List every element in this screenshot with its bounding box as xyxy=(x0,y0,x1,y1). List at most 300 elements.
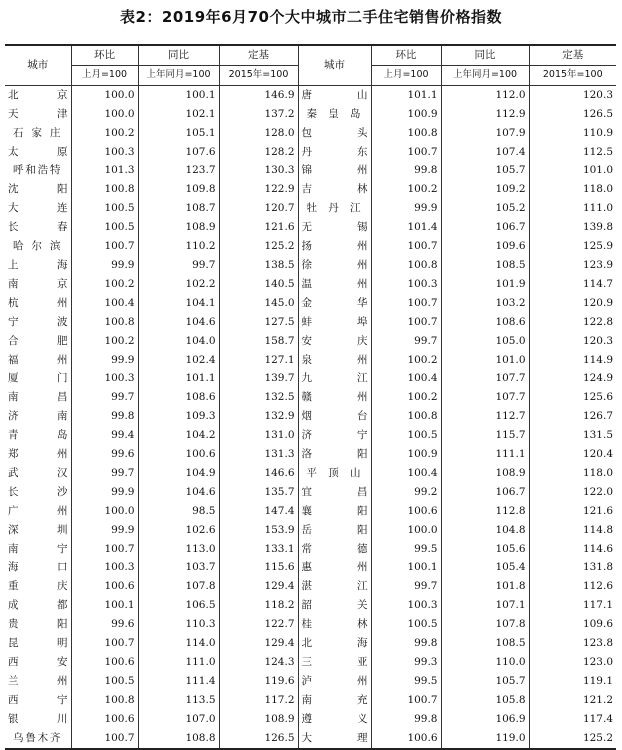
base-cell: 125.2 xyxy=(529,729,616,749)
city-cell: 乌鲁木齐 xyxy=(5,729,71,749)
city-cell: 桂林 xyxy=(298,615,371,634)
mom-cell: 99.8 xyxy=(371,634,441,653)
base-cell: 137.2 xyxy=(264,107,295,120)
table-row xyxy=(5,615,616,634)
yoy-cell: 105.4 xyxy=(441,558,529,577)
mom-cell: 99.9 xyxy=(71,351,138,370)
base-cell: 120.9 xyxy=(582,296,613,309)
yoy-sub-right: 上年同月=100 xyxy=(441,65,529,85)
base-cell: 117.1 xyxy=(582,599,613,612)
mom-cell: 100.8 xyxy=(371,256,441,275)
base-cell: 158.7 xyxy=(264,334,295,347)
yoy-cell: 108.6 xyxy=(441,313,529,332)
city-cell: 石家庄 xyxy=(5,124,71,143)
base-cell: 128.2 xyxy=(264,145,295,158)
mom-cell: 100.4 xyxy=(371,369,441,388)
mom-cell: 100.5 xyxy=(371,426,441,445)
base-cell: 120.4 xyxy=(582,448,613,461)
city-cell: 昆明 xyxy=(5,634,71,653)
city-cell: 宜昌 xyxy=(298,483,371,502)
mom-cell: 99.6 xyxy=(71,615,138,634)
table-body xyxy=(5,85,616,748)
city-cell: 福州 xyxy=(5,351,71,370)
city-cell: 无锡 xyxy=(298,218,371,237)
base-cell: 128.0 xyxy=(264,126,295,139)
yoy-cell: 100.6 xyxy=(138,445,219,464)
yoy-cell: 105.6 xyxy=(441,540,529,559)
city-cell: 徐州 xyxy=(298,256,371,275)
base-cell: 125.2 xyxy=(264,240,295,253)
table-row xyxy=(5,237,616,256)
city-cell: 安庆 xyxy=(298,332,371,351)
mom-cell: 99.9 xyxy=(71,483,138,502)
city-cell: 济南 xyxy=(5,407,71,426)
city-cell: 惠州 xyxy=(298,558,371,577)
city-cell: 烟台 xyxy=(298,407,371,426)
mom-cell: 100.9 xyxy=(371,105,441,124)
city-cell: 合肥 xyxy=(5,332,71,351)
mom-cell: 100.2 xyxy=(371,351,441,370)
yoy-cell: 109.8 xyxy=(138,180,219,199)
table-row xyxy=(5,596,616,615)
base-cell: 122.0 xyxy=(582,485,613,498)
base-cell: 120.7 xyxy=(264,202,295,215)
mom-cell: 99.7 xyxy=(71,464,138,483)
mom-cell: 100.2 xyxy=(71,275,138,294)
mom-cell: 100.7 xyxy=(71,540,138,559)
yoy-cell: 123.7 xyxy=(138,161,219,180)
yoy-cell: 102.1 xyxy=(138,105,219,124)
city-cell: 三亚 xyxy=(298,653,371,672)
city-cell: 西宁 xyxy=(5,691,71,710)
table-row xyxy=(5,653,616,672)
yoy-cell: 107.6 xyxy=(138,143,219,162)
city-cell: 吉林 xyxy=(298,180,371,199)
table-row xyxy=(5,332,616,351)
mom-cell: 99.8 xyxy=(371,710,441,729)
mom-cell: 100.5 xyxy=(71,218,138,237)
city-cell: 大理 xyxy=(298,729,371,749)
base-cell: 120.3 xyxy=(582,334,613,347)
base-cell: 125.9 xyxy=(582,240,613,253)
base-cell: 129.4 xyxy=(264,637,295,650)
mom-cell: 100.8 xyxy=(71,691,138,710)
yoy-cell: 108.9 xyxy=(138,218,219,237)
yoy-cell: 107.7 xyxy=(441,388,529,407)
yoy-cell: 113.5 xyxy=(138,691,219,710)
base-cell: 125.6 xyxy=(582,391,613,404)
city-cell: 青岛 xyxy=(5,426,71,445)
yoy-cell: 103.2 xyxy=(441,294,529,313)
city-cell: 包头 xyxy=(298,124,371,143)
yoy-cell: 107.8 xyxy=(138,577,219,596)
city-cell: 湛江 xyxy=(298,577,371,596)
mom-cell: 99.7 xyxy=(71,388,138,407)
mom-cell: 100.2 xyxy=(71,124,138,143)
city-cell: 天津 xyxy=(5,105,71,124)
city-cell: 北京 xyxy=(5,85,71,104)
mom-cell: 99.5 xyxy=(371,672,441,691)
city-cell: 唐山 xyxy=(298,85,371,104)
base-cell: 130.3 xyxy=(264,164,295,177)
city-cell: 海口 xyxy=(5,558,71,577)
city-cell: 南昌 xyxy=(5,388,71,407)
city-cell: 银川 xyxy=(5,710,71,729)
city-cell: 平顶山 xyxy=(298,464,371,483)
table-row xyxy=(5,558,616,577)
yoy-cell: 108.5 xyxy=(441,256,529,275)
table-row xyxy=(5,388,616,407)
city-cell: 深圳 xyxy=(5,521,71,540)
table-row xyxy=(5,313,616,332)
city-cell: 哈尔滨 xyxy=(5,237,71,256)
yoy-cell: 106.7 xyxy=(441,483,529,502)
base-cell: 118.2 xyxy=(264,599,295,612)
yoy-cell: 104.9 xyxy=(138,464,219,483)
base-cell: 126.5 xyxy=(219,729,298,749)
yoy-cell: 110.3 xyxy=(138,615,219,634)
city-cell: 金华 xyxy=(298,294,371,313)
base-cell: 114.8 xyxy=(582,523,613,536)
yoy-cell: 101.8 xyxy=(441,577,529,596)
yoy-cell: 108.9 xyxy=(441,464,529,483)
base-cell: 110.9 xyxy=(582,126,613,139)
table-row xyxy=(5,85,616,104)
city-cell: 沈阳 xyxy=(5,180,71,199)
table-row xyxy=(5,180,616,199)
mom-cell: 100.3 xyxy=(71,558,138,577)
yoy-cell: 113.0 xyxy=(138,540,219,559)
base-cell: 123.0 xyxy=(582,656,613,668)
base-cell: 146.9 xyxy=(264,88,295,101)
yoy-cell: 108.5 xyxy=(441,634,529,653)
city-cell: 南宁 xyxy=(5,540,71,559)
mom-cell: 100.2 xyxy=(371,388,441,407)
table-row xyxy=(5,369,616,388)
city-cell: 秦皇岛 xyxy=(298,105,371,124)
yoy-cell: 109.3 xyxy=(138,407,219,426)
yoy-cell: 106.9 xyxy=(441,710,529,729)
base-cell: 131.8 xyxy=(582,561,613,574)
city-cell: 太原 xyxy=(5,143,71,162)
mom-cell: 100.1 xyxy=(71,596,138,615)
base-cell: 124.9 xyxy=(582,372,613,385)
mom-cell: 100.4 xyxy=(371,464,441,483)
table-row xyxy=(5,691,616,710)
table-row xyxy=(5,483,616,502)
base-cell: 133.1 xyxy=(264,542,295,555)
base-cell: 123.8 xyxy=(582,637,613,650)
mom-cell: 100.9 xyxy=(371,445,441,464)
mom-cell: 100.6 xyxy=(371,729,441,749)
table-row xyxy=(5,634,616,653)
yoy-cell: 102.2 xyxy=(138,275,219,294)
city-cell: 厦门 xyxy=(5,369,71,388)
base-cell: 127.1 xyxy=(264,353,295,366)
yoy-cell: 110.2 xyxy=(138,237,219,256)
yoy-cell: 107.7 xyxy=(441,369,529,388)
base-cell: 147.4 xyxy=(264,504,295,517)
city-cell: 西安 xyxy=(5,653,71,672)
base-cell: 122.7 xyxy=(264,618,295,631)
table-row xyxy=(5,577,616,596)
table-row xyxy=(5,105,616,124)
mom-sub-right: 上月=100 xyxy=(371,65,441,85)
mom-cell: 100.8 xyxy=(71,313,138,332)
mom-cell: 100.7 xyxy=(371,691,441,710)
base-cell: 112.5 xyxy=(582,145,613,158)
yoy-cell: 104.2 xyxy=(138,426,219,445)
table-row xyxy=(5,351,616,370)
base-cell: 131.0 xyxy=(264,429,295,442)
base-cell: 132.9 xyxy=(264,410,295,423)
table-row xyxy=(5,275,616,294)
mom-cell: 100.6 xyxy=(71,653,138,672)
base-cell: 138.5 xyxy=(264,258,295,271)
mom-cell: 99.7 xyxy=(371,577,441,596)
yoy-cell: 104.0 xyxy=(138,332,219,351)
yoy-cell: 111.0 xyxy=(138,653,219,672)
yoy-cell: 115.7 xyxy=(441,426,529,445)
base-cell: 119.1 xyxy=(582,674,613,687)
mom-cell: 100.8 xyxy=(71,180,138,199)
table-row xyxy=(5,426,616,445)
mom-cell: 100.6 xyxy=(71,710,138,729)
yoy-cell: 107.9 xyxy=(441,124,529,143)
table-row xyxy=(5,407,616,426)
base-cell: 114.7 xyxy=(582,277,613,290)
mom-cell: 100.7 xyxy=(371,313,441,332)
mom-cell: 99.6 xyxy=(71,445,138,464)
yoy-cell: 112.7 xyxy=(441,407,529,426)
base-cell: 124.3 xyxy=(264,656,295,668)
mom-cell: 100.0 xyxy=(71,85,138,104)
yoy-cell: 109.2 xyxy=(441,180,529,199)
mom-cell: 100.0 xyxy=(71,502,138,521)
mom-header-right: 环比 xyxy=(371,45,441,65)
base-sub-left: 2015年=100 xyxy=(219,65,298,85)
table-row xyxy=(5,199,616,218)
city-cell: 大连 xyxy=(5,199,71,218)
yoy-cell: 102.6 xyxy=(138,521,219,540)
base-sub-right: 2015年=100 xyxy=(529,65,616,85)
city-cell: 重庆 xyxy=(5,577,71,596)
mom-cell: 100.3 xyxy=(371,596,441,615)
base-cell: 135.7 xyxy=(264,485,295,498)
table-row xyxy=(5,729,616,749)
city-cell: 洛阳 xyxy=(298,445,371,464)
yoy-cell: 105.0 xyxy=(441,332,529,351)
table-row xyxy=(5,502,616,521)
mom-cell: 100.5 xyxy=(71,199,138,218)
base-cell: 140.5 xyxy=(264,277,295,290)
base-cell: 122.8 xyxy=(582,315,613,328)
city-cell: 丹东 xyxy=(298,143,371,162)
yoy-cell: 112.0 xyxy=(441,85,529,104)
mom-cell: 100.7 xyxy=(71,634,138,653)
base-cell: 132.5 xyxy=(264,391,295,404)
yoy-cell: 106.7 xyxy=(441,218,529,237)
city-cell: 蚌埠 xyxy=(298,313,371,332)
mom-cell: 100.2 xyxy=(371,180,441,199)
city-header-left: 城市 xyxy=(5,45,71,85)
base-cell: 108.9 xyxy=(264,712,295,725)
mom-cell: 101.1 xyxy=(371,85,441,104)
yoy-cell: 107.0 xyxy=(138,710,219,729)
yoy-cell: 101.9 xyxy=(441,275,529,294)
mom-cell: 100.3 xyxy=(371,275,441,294)
table-row xyxy=(5,464,616,483)
yoy-cell: 101.0 xyxy=(441,351,529,370)
yoy-cell: 112.9 xyxy=(441,105,529,124)
city-cell: 韶关 xyxy=(298,596,371,615)
city-cell: 岳阳 xyxy=(298,521,371,540)
yoy-cell: 100.1 xyxy=(138,85,219,104)
yoy-cell: 102.4 xyxy=(138,351,219,370)
yoy-cell: 111.1 xyxy=(441,445,529,464)
price-index-table xyxy=(5,44,616,750)
base-cell: 131.5 xyxy=(582,429,613,442)
table-row xyxy=(5,124,616,143)
mom-cell: 100.7 xyxy=(371,237,441,256)
yoy-cell: 101.1 xyxy=(138,369,219,388)
yoy-sub-left: 上年同月=100 xyxy=(138,65,219,85)
city-cell: 襄阳 xyxy=(298,502,371,521)
mom-cell: 99.9 xyxy=(71,256,138,275)
yoy-cell: 104.1 xyxy=(138,294,219,313)
yoy-cell: 119.0 xyxy=(441,729,529,749)
yoy-header-right: 同比 xyxy=(441,45,529,65)
table-title: 表2：2019年6月70个大中城市二手住宅销售价格指数 xyxy=(120,8,502,26)
yoy-cell: 105.7 xyxy=(441,672,529,691)
mom-cell: 100.2 xyxy=(71,332,138,351)
mom-cell: 100.4 xyxy=(71,294,138,313)
base-cell: 139.8 xyxy=(582,221,613,234)
yoy-cell: 114.0 xyxy=(138,634,219,653)
yoy-cell: 108.7 xyxy=(138,199,219,218)
yoy-cell: 98.5 xyxy=(138,502,219,521)
yoy-cell: 110.0 xyxy=(441,653,529,672)
yoy-cell: 112.8 xyxy=(441,502,529,521)
yoy-cell: 105.1 xyxy=(138,124,219,143)
base-cell: 118.0 xyxy=(582,183,613,196)
mom-cell: 99.4 xyxy=(71,426,138,445)
yoy-cell: 109.6 xyxy=(441,237,529,256)
base-cell: 153.9 xyxy=(264,523,295,536)
city-cell: 成都 xyxy=(5,596,71,615)
base-header-right: 定基 xyxy=(529,45,616,65)
mom-header-left: 环比 xyxy=(71,45,138,65)
table-row xyxy=(5,521,616,540)
base-cell: 111.0 xyxy=(582,202,613,215)
city-cell: 贵阳 xyxy=(5,615,71,634)
city-cell: 扬州 xyxy=(298,237,371,256)
mom-cell: 99.2 xyxy=(371,483,441,502)
city-cell: 杭州 xyxy=(5,294,71,313)
mom-cell: 100.3 xyxy=(71,143,138,162)
mom-cell: 99.9 xyxy=(71,521,138,540)
mom-cell: 101.4 xyxy=(371,218,441,237)
city-cell: 泸州 xyxy=(298,672,371,691)
base-cell: 131.3 xyxy=(264,448,295,461)
base-cell: 117.2 xyxy=(264,693,295,706)
table-row xyxy=(5,256,616,275)
base-cell: 114.6 xyxy=(582,542,613,555)
table-row xyxy=(5,540,616,559)
mom-cell: 100.8 xyxy=(371,407,441,426)
mom-cell: 100.3 xyxy=(71,369,138,388)
mom-cell: 100.5 xyxy=(371,615,441,634)
yoy-cell: 104.6 xyxy=(138,313,219,332)
base-cell: 114.9 xyxy=(582,353,613,366)
mom-cell: 99.8 xyxy=(71,407,138,426)
mom-cell: 100.7 xyxy=(371,294,441,313)
mom-cell: 99.5 xyxy=(371,540,441,559)
city-cell: 长沙 xyxy=(5,483,71,502)
yoy-cell: 107.8 xyxy=(441,615,529,634)
city-cell: 遵义 xyxy=(298,710,371,729)
base-cell: 101.0 xyxy=(582,164,613,177)
city-header-right: 城市 xyxy=(298,45,371,85)
city-cell: 北海 xyxy=(298,634,371,653)
base-cell: 121.6 xyxy=(582,504,613,517)
base-cell: 146.6 xyxy=(264,466,295,479)
city-cell: 九江 xyxy=(298,369,371,388)
city-cell: 温州 xyxy=(298,275,371,294)
yoy-cell: 107.4 xyxy=(441,143,529,162)
base-cell: 121.6 xyxy=(264,221,295,234)
yoy-header-left: 同比 xyxy=(138,45,219,65)
base-cell: 109.6 xyxy=(582,618,613,631)
base-cell: 112.6 xyxy=(582,580,613,593)
mom-cell: 99.8 xyxy=(371,161,441,180)
mom-cell: 99.9 xyxy=(371,199,441,218)
base-cell: 122.9 xyxy=(264,183,295,196)
base-cell: 118.0 xyxy=(582,466,613,479)
yoy-cell: 99.7 xyxy=(138,256,219,275)
yoy-cell: 104.8 xyxy=(441,521,529,540)
mom-sub-left: 上月=100 xyxy=(71,65,138,85)
mom-cell: 99.7 xyxy=(371,332,441,351)
city-cell: 济宁 xyxy=(298,426,371,445)
table-row xyxy=(5,672,616,691)
table-row xyxy=(5,218,616,237)
mom-cell: 100.7 xyxy=(71,729,138,749)
yoy-cell: 105.7 xyxy=(441,161,529,180)
yoy-cell: 105.8 xyxy=(441,691,529,710)
mom-cell: 101.3 xyxy=(71,161,138,180)
yoy-cell: 104.6 xyxy=(138,483,219,502)
yoy-cell: 105.2 xyxy=(441,199,529,218)
base-cell: 129.4 xyxy=(264,580,295,593)
mom-cell: 99.3 xyxy=(371,653,441,672)
base-cell: 115.6 xyxy=(264,561,295,574)
city-cell: 南京 xyxy=(5,275,71,294)
base-cell: 127.5 xyxy=(264,315,295,328)
base-cell: 117.4 xyxy=(582,712,613,725)
mom-cell: 100.8 xyxy=(371,124,441,143)
base-cell: 139.7 xyxy=(264,372,295,385)
table-row xyxy=(5,294,616,313)
yoy-cell: 108.8 xyxy=(138,729,219,749)
city-cell: 上海 xyxy=(5,256,71,275)
city-cell: 郑州 xyxy=(5,445,71,464)
yoy-cell: 111.4 xyxy=(138,672,219,691)
yoy-cell: 103.7 xyxy=(138,558,219,577)
base-cell: 145.0 xyxy=(264,296,295,309)
city-cell: 兰州 xyxy=(5,672,71,691)
base-cell: 126.5 xyxy=(582,107,613,120)
